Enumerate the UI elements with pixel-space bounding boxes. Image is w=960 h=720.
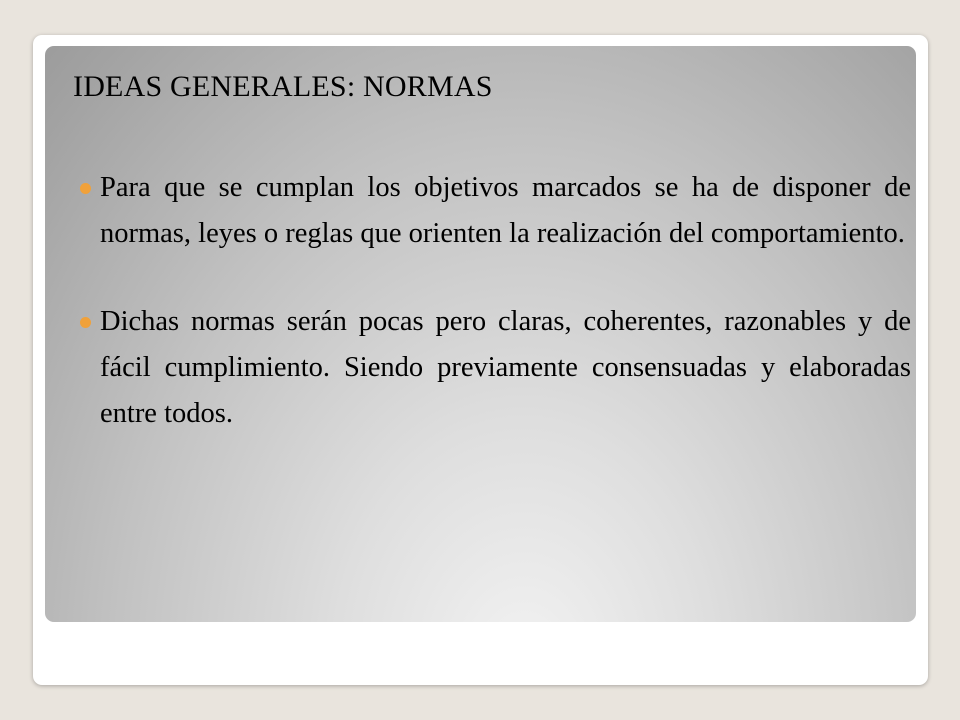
bullet-text: Dichas normas serán pocas pero claras, coherentes, razonables y de fácil cumplimiento. Siendo previamente consensuadas y elaboradas entre todos. bbox=[100, 306, 911, 429]
bullet-item bbox=[70, 165, 911, 257]
bullet-list bbox=[70, 165, 911, 437]
slide-title: IDEAS GENERALES: NORMAS bbox=[73, 70, 493, 103]
bullet-dot-icon bbox=[80, 317, 91, 328]
bullet-text: Para que se cumplan los objetivos marcados se ha de disponer de normas, leyes o reglas que orienten la realización del comportamiento. bbox=[100, 172, 911, 249]
bullet-dot-icon bbox=[80, 183, 91, 194]
bullet-item bbox=[70, 299, 911, 437]
